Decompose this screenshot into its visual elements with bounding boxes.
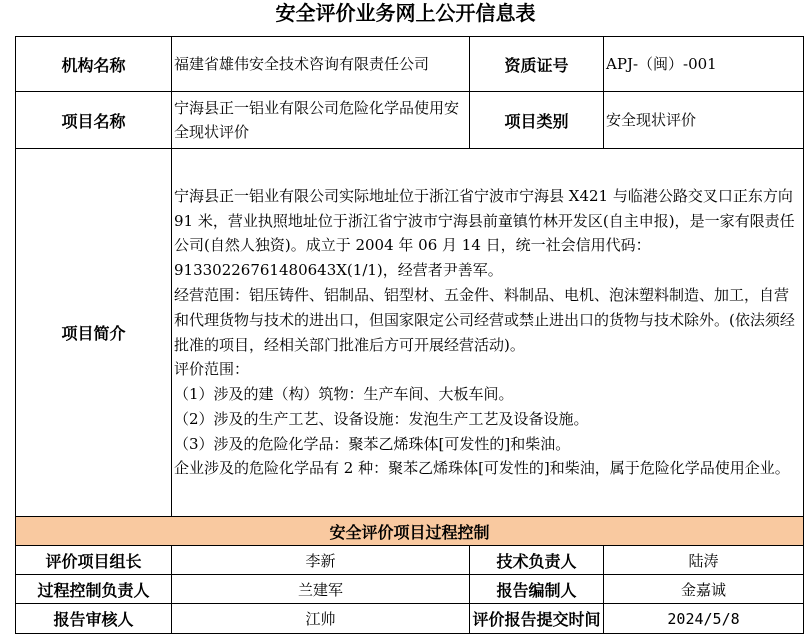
submission-date: 2024/5/8 (604, 604, 804, 634)
intro-paragraph: （1）涉及的建（构）筑物：生产车间、大板车间。 (174, 385, 514, 404)
intro-content (172, 149, 804, 517)
project-type-value: 安全现状评价 (604, 92, 804, 149)
control-row (16, 546, 804, 575)
project-label: 项目名称 (16, 92, 172, 149)
intro-paragraph: （3）涉及的危险化学品：聚苯乙烯珠体[可发性的]和柴油。 (174, 434, 571, 453)
project-row (16, 92, 804, 149)
intro-paragraph: 企业涉及的危险化学品有 2 种：聚苯乙烯珠体[可发性的]和柴油，属于危险化学品使用企业。 (174, 459, 790, 478)
org-row (16, 37, 804, 92)
section-title: 安全评价项目过程控制 (16, 517, 804, 546)
intro-paragraph: 评价范围： (174, 360, 250, 379)
org-value: 福建省雄伟安全技术咨询有限责任公司 (172, 37, 470, 92)
control-value: 江帅 (172, 604, 470, 634)
intro-label: 项目简介 (16, 149, 172, 517)
control-value: 兰建军 (172, 575, 470, 604)
control-label: 报告审核人 (16, 604, 172, 634)
control-label: 报告编制人 (470, 575, 604, 604)
control-value: 陆涛 (604, 546, 804, 575)
control-row (16, 604, 804, 634)
intro-row (16, 149, 804, 517)
control-row (16, 575, 804, 604)
control-value: 金嘉诚 (604, 575, 804, 604)
org-label: 机构名称 (16, 37, 172, 92)
control-value: 李新 (172, 546, 470, 575)
cert-value: APJ-（闽）-001 (604, 37, 804, 92)
info-table (15, 36, 804, 634)
intro-paragraph: 宁海县正一铝业有限公司实际地址位于浙江省宁波市宁海县 X421 与临港公路交叉口正东方向 91 米，营业执照地址位于浙江省宁波市宁海县前童镇竹林开发区(自主申报)，是一家有限责任公司(自然人独资)。成立于 2004 年 06 月 14 日，统一社会信用代码：91330226761480643X(1/1)，经营者尹善军。 (174, 186, 795, 280)
control-label: 评价项目组长 (16, 546, 172, 575)
cert-label: 资质证号 (470, 37, 604, 92)
intro-paragraph: 经营范围：铝压铸件、铝制品、铝型材、五金件、料制品、电机、泡沫塑料制造、加工，自营和代理货物与技术的进出口，但国家限定公司经营或禁止进出口的货物与技术除外。(依法须经批准的项目，经相关部门批准后方可开展经营活动)。 (174, 285, 795, 354)
control-label: 技术负责人 (470, 546, 604, 575)
intro-paragraph: （2）涉及的生产工艺、设备设施：发泡生产工艺及设备设施。 (174, 409, 589, 428)
project-value: 宁海县正一铝业有限公司危险化学品使用安全现状评价 (172, 92, 470, 149)
page-title: 安全评价业务网上公开信息表 (275, 1, 536, 25)
control-label: 评价报告提交时间 (470, 604, 604, 634)
section-header-row (16, 517, 804, 546)
project-type-label: 项目类别 (470, 92, 604, 149)
control-label: 过程控制负责人 (16, 575, 172, 604)
